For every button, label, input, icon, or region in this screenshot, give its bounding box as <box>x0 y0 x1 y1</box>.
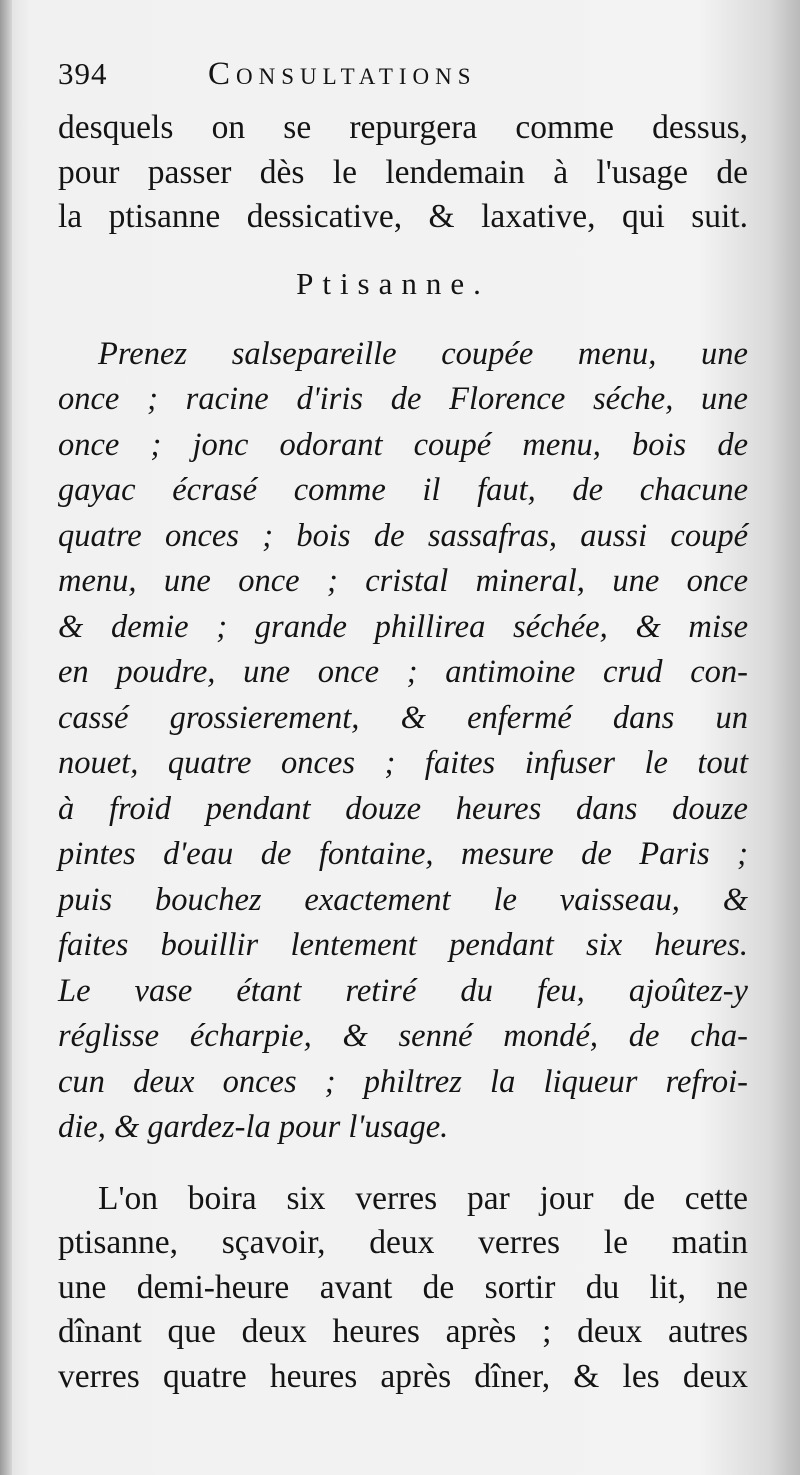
page-text <box>58 56 748 1399</box>
text-line: puis bouchez exactement le vaisseau, & <box>58 881 748 918</box>
text-line: en poudre, une once ; antimoine crud con- <box>58 654 748 690</box>
text-line: pintes d'eau de fontaine, mesure de Paris ; <box>58 836 748 872</box>
page-gutter-shadow <box>0 0 12 1475</box>
text-line: die, & gardez-la pour l'usage. <box>58 1109 449 1145</box>
text-line: à froid pendant douze heures dans douze <box>58 790 748 827</box>
intro-paragraph <box>58 106 748 240</box>
text-line: Le vase étant retiré du feu, ajoûtez-y <box>58 972 748 1009</box>
text-line: la ptisanne dessicative, & laxative, qui suit. <box>58 198 748 235</box>
text-line: desquels on se repurgera comme dessus, <box>58 109 748 146</box>
text-line: menu, une once ; cristal mineral, une once <box>58 563 748 599</box>
text-line: pour passer dès le lendemain à l'usage de <box>58 153 748 191</box>
page-header <box>58 56 748 106</box>
text-line: once ; jonc odorant coupé menu, bois de <box>58 426 748 463</box>
closing-paragraph <box>58 1177 748 1400</box>
text-line: ptisanne, sçavoir, deux verres le matin <box>58 1224 748 1261</box>
text-line: dînant que deux heures après ; deux autres <box>58 1313 748 1350</box>
page-number: 394 <box>58 56 108 91</box>
text-line: quatre onces ; bois de sassafras, aussi coupé <box>58 517 748 554</box>
text-line: verres quatre heures après dîner, & les deux <box>58 1357 748 1395</box>
text-line: nouet, quatre onces ; faites infuser le tout <box>58 745 748 781</box>
text-line: réglisse écharpie, & senné mondé, de cha- <box>58 1018 748 1054</box>
text-line: cassé grossierement, & enfermé dans un <box>58 699 748 736</box>
text-line: faites bouillir lentement pendant six heures. <box>58 927 748 963</box>
section-heading: Ptisanne. <box>296 265 490 301</box>
text-line: une demi-heure avant de sortir du lit, ne <box>58 1268 748 1306</box>
text-line: once ; racine d'iris de Florence séche, une <box>58 381 748 417</box>
text-line: cun deux onces ; philtrez la liqueur refroi- <box>58 1063 748 1100</box>
recipe-paragraph <box>58 332 748 1151</box>
text-line: & demie ; grande phillirea séchée, & mise <box>58 608 748 645</box>
text-line: gayac écrasé comme il faut, de chacune <box>58 472 748 508</box>
text-line: Prenez salsepareille coupée menu, une <box>98 335 748 372</box>
text-line: L'on boira six verres par jour de cette <box>98 1179 748 1217</box>
running-head: Consultations <box>208 56 477 92</box>
